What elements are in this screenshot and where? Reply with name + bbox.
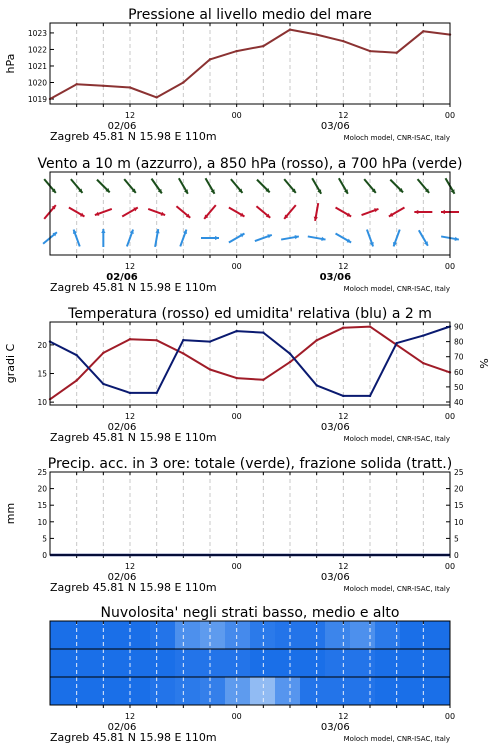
wind-arrow — [101, 229, 105, 247]
data-point — [209, 58, 211, 60]
date-label: 03/06 — [319, 272, 352, 283]
data-point — [315, 384, 317, 386]
cloud-cell — [175, 677, 201, 705]
model-credit: Moloch model, CNR-ISAC, Italy — [343, 285, 450, 293]
wind-panel — [37, 156, 462, 294]
date-label: 02/06 — [106, 272, 138, 283]
cloud-cell — [175, 649, 201, 677]
data-point — [75, 83, 77, 85]
pressure-panel — [4, 7, 455, 143]
data-point — [369, 325, 371, 327]
data-point — [155, 392, 157, 394]
cloud-cell — [400, 649, 426, 677]
panel-title: Temperatura (rosso) ed umidita' relativa (blu) a 2 m — [68, 306, 432, 322]
cloud-cell — [425, 677, 451, 705]
x-tick-label: 00 — [444, 562, 456, 571]
data-point — [395, 342, 397, 344]
data-point — [289, 352, 291, 354]
cloud-cell — [150, 649, 176, 677]
cloud-cell — [125, 677, 151, 705]
y-right-tick-label: 5 — [454, 534, 459, 544]
wind-arrow — [229, 234, 245, 243]
data-point — [235, 377, 237, 379]
wind-arrow-head — [101, 229, 105, 233]
cloud-cell — [250, 649, 276, 677]
data-point — [422, 362, 424, 364]
cloud-cell — [200, 649, 226, 677]
data-point — [395, 52, 397, 54]
date-label: 02/06 — [107, 572, 137, 583]
cloud-cell — [50, 649, 76, 677]
data-point — [129, 338, 131, 340]
data-point — [342, 40, 344, 42]
y-tick-label: 0 — [42, 551, 47, 560]
y-right-tick-label: 50 — [454, 382, 464, 392]
y-tick-label: 20 — [37, 484, 47, 494]
model-credit: Moloch model, CNR-ISAC, Italy — [343, 585, 450, 593]
wind-arrow — [393, 230, 400, 247]
cloud-cell — [325, 677, 351, 705]
cloud-cell — [325, 649, 351, 677]
cloud-cell — [225, 649, 251, 677]
x-tick-label: 12 — [124, 562, 136, 571]
y-right-tick-label: 90 — [454, 322, 464, 332]
cloud-cell — [425, 621, 451, 649]
wind-arrow — [367, 230, 374, 247]
data-point — [75, 379, 77, 381]
date-label: 03/06 — [320, 422, 350, 433]
cloud-cell — [275, 621, 301, 649]
cloud-cell — [75, 677, 101, 705]
cloud-cell — [250, 677, 276, 705]
y-right-tick-label: 80 — [454, 337, 464, 347]
cloud-cell — [300, 677, 326, 705]
data-point — [182, 81, 184, 83]
wind-arrow — [314, 203, 319, 221]
data-point — [422, 334, 424, 336]
panel-title: Pressione al livello medio del mare — [128, 7, 372, 23]
x-tick-label: 00 — [231, 562, 242, 571]
location-label: Zagreb 45.81 N 15.98 E 110m — [50, 130, 217, 143]
date-label: 03/06 — [320, 572, 350, 583]
x-tick-label: 00 — [444, 712, 456, 721]
data-point — [369, 395, 371, 397]
date-label: 03/06 — [320, 722, 350, 733]
x-tick-label: 12 — [338, 712, 349, 721]
panel-title: Vento a 10 m (azzurro), a 850 hPa (rosso), a 700 hPa (verde) — [37, 156, 463, 172]
data-point — [102, 352, 104, 354]
data-point — [155, 96, 157, 98]
data-point — [209, 368, 211, 370]
cloud-cell — [350, 677, 376, 705]
wind-arrow — [155, 229, 160, 247]
cloud-cell — [250, 621, 276, 649]
cloud-cell — [225, 621, 251, 649]
y-tick-label: 25 — [37, 468, 47, 477]
data-point — [235, 330, 237, 332]
y-right-tick-label: 0 — [454, 551, 459, 560]
y-tick-label: 15 — [37, 369, 47, 379]
data-point — [369, 50, 371, 52]
location-label: Zagreb 45.81 N 15.98 E 110m — [50, 581, 217, 594]
cloud-cell — [125, 649, 151, 677]
y-right-tick-label: 10 — [454, 517, 464, 527]
x-tick-label: 00 — [444, 412, 456, 421]
x-tick-label: 00 — [231, 262, 242, 271]
cloud-cell — [150, 621, 176, 649]
data-point — [422, 30, 424, 32]
data-point — [235, 50, 237, 52]
x-tick-label: 12 — [124, 712, 136, 721]
cloud-cell — [125, 621, 151, 649]
temperature-humidity-panel — [4, 306, 491, 444]
cloud-cell — [350, 649, 376, 677]
y-tick-label: 1019 — [27, 95, 47, 105]
y-axis-label: mm — [4, 502, 17, 525]
y-tick-label: 5 — [42, 534, 47, 544]
data-point — [315, 33, 317, 35]
cloud-cell — [225, 677, 251, 705]
x-tick-label: 00 — [231, 412, 242, 421]
precipitation-panel — [4, 456, 464, 594]
model-credit: Moloch model, CNR-ISAC, Italy — [343, 435, 450, 443]
y-right-tick-label: 25 — [454, 468, 464, 477]
date-label: 02/06 — [107, 722, 137, 733]
data-point — [315, 339, 317, 341]
panel-title: Nuvolosita' negli strati basso, medio e alto — [100, 605, 400, 621]
y-tick-label: 1021 — [27, 61, 47, 71]
date-label: 02/06 — [107, 422, 137, 433]
y-right-tick-label: 60 — [454, 367, 464, 377]
x-tick-label: 00 — [231, 111, 242, 120]
cloud-cell — [150, 677, 176, 705]
data-point — [102, 383, 104, 385]
location-label: Zagreb 45.81 N 15.98 E 110m — [50, 731, 217, 744]
cloud-cell — [300, 621, 326, 649]
cloud-cell — [425, 649, 451, 677]
cloud-cell — [350, 621, 376, 649]
series-line — [50, 327, 450, 400]
location-label: Zagreb 45.81 N 15.98 E 110m — [50, 431, 217, 444]
x-tick-label: 12 — [338, 111, 349, 120]
data-point — [182, 339, 184, 341]
y-tick-label: 10 — [37, 517, 47, 527]
panel-title: Precip. acc. in 3 ore: totale (verde), frazione solida (tratt.) — [47, 456, 453, 472]
data-point — [129, 86, 131, 88]
cloud-cell — [200, 621, 226, 649]
data-point — [342, 327, 344, 329]
cloud-cell — [75, 649, 101, 677]
y-tick-label: 1022 — [27, 45, 47, 55]
cloud-cell — [400, 621, 426, 649]
y-axis-label-right: % — [478, 358, 491, 369]
cloud-cell — [275, 649, 301, 677]
cloud-cell — [175, 621, 201, 649]
data-point — [262, 379, 264, 381]
series-line — [50, 30, 450, 99]
x-tick-label: 00 — [444, 111, 456, 120]
date-label: 03/06 — [320, 121, 350, 132]
cloud-cell — [300, 649, 326, 677]
cloud-cell — [200, 677, 226, 705]
date-label: 02/06 — [107, 121, 137, 132]
wind-arrow-head — [215, 236, 219, 240]
location-label: Zagreb 45.81 N 15.98 E 110m — [50, 281, 217, 294]
model-credit: Moloch model, CNR-ISAC, Italy — [343, 735, 450, 743]
wind-arrow-head — [414, 210, 418, 214]
data-point — [155, 339, 157, 341]
x-tick-label: 12 — [338, 412, 349, 421]
x-tick-label: 00 — [231, 712, 242, 721]
plot-border — [50, 23, 450, 104]
cloud-cell — [50, 621, 76, 649]
y-tick-label: 15 — [37, 501, 47, 511]
wind-arrow-head — [441, 210, 445, 214]
plot-border — [50, 472, 450, 555]
x-tick-label: 12 — [124, 111, 136, 120]
y-axis-label: gradi C — [4, 343, 17, 384]
y-right-tick-label: 20 — [454, 484, 464, 494]
cloud-cell — [400, 677, 426, 705]
plot-border — [50, 172, 450, 255]
data-point — [289, 28, 291, 30]
cloud-cell — [50, 677, 76, 705]
data-point — [75, 354, 77, 356]
y-right-tick-label: 40 — [454, 397, 464, 407]
wind-arrow — [336, 234, 352, 243]
cloud-cell — [325, 621, 351, 649]
x-tick-label: 12 — [124, 412, 136, 421]
y-axis-label: hPa — [4, 53, 17, 74]
wind-arrow — [308, 236, 326, 241]
y-tick-label: 10 — [37, 398, 47, 408]
y-tick-label: 1020 — [27, 78, 47, 88]
cloud-cell — [75, 621, 101, 649]
y-tick-label: 20 — [37, 340, 47, 350]
cloud-cell — [275, 677, 301, 705]
model-credit: Moloch model, CNR-ISAC, Italy — [343, 134, 450, 142]
data-point — [182, 352, 184, 354]
plot-border — [50, 322, 450, 405]
cloud-cover-panel — [50, 605, 455, 744]
y-right-tick-label: 70 — [454, 352, 464, 362]
x-tick-label: 12 — [124, 262, 136, 271]
x-tick-label: 12 — [338, 562, 349, 571]
data-point — [129, 392, 131, 394]
x-tick-label: 00 — [444, 262, 456, 271]
data-point — [342, 395, 344, 397]
series-line — [50, 327, 450, 396]
y-right-tick-label: 15 — [454, 501, 464, 511]
data-point — [262, 331, 264, 333]
y-tick-label: 1023 — [27, 28, 47, 38]
data-point — [209, 340, 211, 342]
data-point — [289, 361, 291, 363]
data-point — [262, 45, 264, 47]
data-point — [102, 85, 104, 87]
x-tick-label: 12 — [338, 262, 349, 271]
